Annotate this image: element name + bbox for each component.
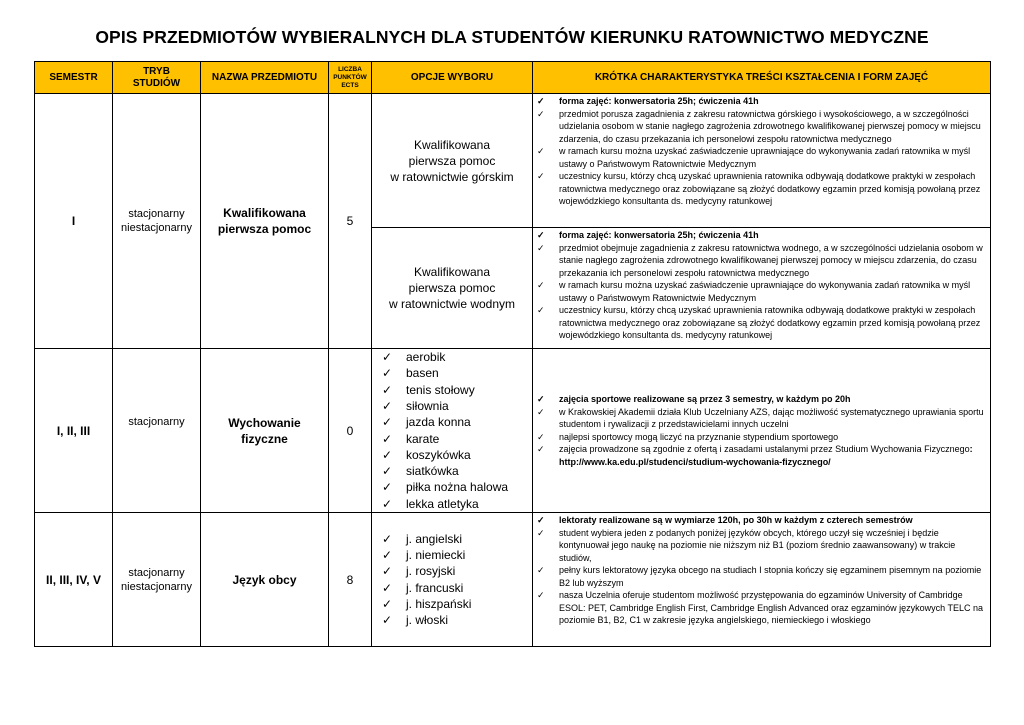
- check-icon: ✓: [537, 242, 545, 253]
- check-icon: ✓: [537, 590, 545, 600]
- option-list-item: [382, 414, 532, 430]
- list-item: ✓ forma zajęć: konwersatoria 25h; ćwiczenia 41h: [537, 230, 759, 240]
- check-icon: ✓: [382, 431, 393, 446]
- option-list-item: [382, 580, 532, 596]
- list-item: ✓ zajęcia sportowe realizowane są przez 3 semestry, w każdym po 20h: [537, 394, 851, 404]
- option-list-item: [382, 496, 532, 512]
- check-icon: ✓: [382, 366, 393, 381]
- list-item: ✓ w ramach kursu można uzyskać zaświadczenie uprawniające do wykonywania zadań ratownika w myśl ustawy o Państwowym Ratownictwie Medycznym: [537, 146, 971, 169]
- semester-cell: I, II, III: [35, 349, 113, 513]
- option-line: Kwalifikowana: [413, 265, 491, 279]
- check-icon: ✓: [382, 350, 393, 365]
- ects-cell: 8: [329, 513, 372, 647]
- option-list-item: [382, 479, 532, 495]
- header-nazwa: NAZWA PRZEDMIOTU: [201, 62, 329, 94]
- options-list: [372, 349, 532, 512]
- check-icon: ✓: [537, 431, 545, 442]
- subject-line: Wychowanie: [228, 416, 301, 430]
- check-icon: ✓: [537, 515, 545, 525]
- check-icon: ✓: [382, 480, 393, 495]
- description-cell: [533, 94, 991, 228]
- option-label: siłownia: [406, 398, 449, 413]
- description-cell: [533, 349, 991, 513]
- subject-line: Język obcy: [232, 572, 297, 587]
- header-tryb: TRYB STUDIÓW: [113, 62, 201, 94]
- header-opis: KRÓTKA CHARAKTERYSTYKA TREŚCI KSZTAŁCENIA I FORM ZAJĘĆ: [533, 62, 991, 94]
- option-label: j. hiszpański: [406, 596, 472, 611]
- subject-cell: [201, 94, 329, 349]
- study-mode-line: stacjonarny: [128, 566, 185, 579]
- check-icon: ✓: [382, 547, 393, 562]
- option-list-item: [382, 596, 532, 612]
- description-list: [535, 393, 986, 468]
- description-cell: [533, 228, 991, 349]
- study-mode-line: stacjonarny: [128, 208, 185, 220]
- url-link[interactable]: : http://www.ka.edu.pl/studenci/studium-wychowania-fizycznego/: [559, 444, 973, 467]
- list-item: ✓ w ramach kursu można uzyskać zaświadczenie uprawniające do wykonywania zadań ratownika w myśl ustawy o Państwowym Ratownictwie Medycznym: [537, 280, 971, 303]
- header-semestr: SEMESTR: [35, 62, 113, 94]
- option-line: pierwsza pomoc: [408, 281, 496, 295]
- ects-cell: 0: [329, 349, 372, 513]
- option-list-item: [382, 612, 532, 628]
- option-label: piłka nożna halowa: [406, 480, 509, 495]
- option-label: basen: [406, 366, 439, 381]
- header-ects: LICZBA PUNKTÓW ECTS: [329, 62, 372, 94]
- check-icon: ✓: [537, 527, 545, 538]
- check-icon: ✓: [382, 564, 393, 579]
- description-cell: [533, 513, 991, 647]
- description-list: [535, 514, 986, 627]
- option-list-item: [382, 431, 532, 447]
- check-icon: ✓: [537, 146, 545, 156]
- option-list-item: [382, 447, 532, 463]
- subject-line: pierwsza pomoc: [217, 222, 312, 236]
- option-list-item: [382, 365, 532, 381]
- check-icon: ✓: [382, 613, 393, 628]
- list-item: ✓ w Krakowskiej Akademii działa Klub Uczelniany AZS, dając możliwość systematycznego uprawiania sportu studentom i rywalizacji z przedstawicielami innych uczelni: [537, 406, 984, 429]
- subject-line: fizyczne: [241, 432, 288, 446]
- option-list-item: [382, 382, 532, 398]
- check-icon: ✓: [537, 230, 545, 240]
- study-mode-line: niestacjonarny: [121, 580, 192, 593]
- description-list: [535, 95, 986, 208]
- option-label: j. niemiecki: [406, 547, 466, 562]
- option-label: koszykówka: [406, 447, 471, 462]
- semester-cell: I: [35, 94, 113, 349]
- option-cell: [372, 94, 533, 228]
- check-icon: ✓: [537, 280, 545, 290]
- list-item: ✓ przedmiot obejmuje zagadnienia z zakresu ratownictwa wodnego, a w szczególności udzielania osobom w stanie nagłego zagrożenia zdrowotnego kwalifikowanej pierwszej pomocy w miejscu zdarzenia, do czasu przekazania ich personelowi zespołu ratownictwa medycznego: [537, 242, 983, 278]
- option-list-item: [382, 547, 532, 563]
- option-label: j. angielski: [406, 531, 463, 546]
- study-mode-cell: [113, 349, 201, 513]
- check-icon: ✓: [537, 96, 545, 106]
- study-mode-cell: [113, 513, 201, 647]
- courses-table: [34, 61, 991, 647]
- check-icon: ✓: [537, 444, 545, 454]
- check-icon: ✓: [537, 305, 545, 315]
- list-item: ✓ uczestnicy kursu, którzy chcą uzyskać uprawnienia ratownika odbywają dodatkowe praktyki w zespołach ratownictwa medycznego oraz zobowiązane są złożyć dodatkowy egzamin przed komisją powołaną przez wojewódzkiego konsultanta ds. medycyny ratunkowej: [537, 305, 981, 340]
- ects-cell: 5: [329, 94, 372, 349]
- table-row: [35, 513, 991, 647]
- list-item: ✓ nasza Uczelnia oferuje studentom możliwość przystępowania do egzaminów University of Cambridge ESOL: PET, Cambridge English First, Cambridge English Advanced oraz egzaminów językowych TELC na poziomie B1, B2, C1 w zakresie języka angielskiego, niemieckiego i włoskiego: [537, 590, 984, 625]
- subject-line: Kwalifikowana: [223, 206, 306, 220]
- list-item: ✓ pełny kurs lektoratowy języka obcego na studiach I stopnia kończy się egzaminem pisemnym na poziomie B2 lub wyższym: [537, 565, 982, 588]
- description-list: [535, 229, 986, 342]
- option-label: karate: [406, 431, 440, 446]
- check-icon: ✓: [537, 171, 545, 181]
- option-cell: [372, 228, 533, 349]
- study-mode-line: stacjonarny: [128, 416, 185, 428]
- check-icon: ✓: [537, 394, 545, 404]
- table-row: [35, 94, 991, 228]
- option-line: w ratownictwie górskim: [390, 169, 514, 184]
- option-list-item: [382, 531, 532, 547]
- check-icon: ✓: [382, 496, 393, 511]
- option-label: siatkówka: [406, 464, 459, 479]
- option-label: j. francuski: [406, 580, 464, 595]
- list-item: ✓ forma zajęć: konwersatoria 25h; ćwiczenia 41h: [537, 96, 759, 106]
- option-label: aerobik: [406, 350, 446, 365]
- list-item: ✓ zajęcia prowadzone są zgodnie z ofertą i zasadami ustalanymi przez Studium Wychowania Fizycznego: http://www.ka.edu.pl/studenci/studium-wychowania-fizycznego/: [537, 444, 973, 467]
- check-icon: ✓: [537, 565, 545, 575]
- page-title: OPIS PRZEDMIOTÓW WYBIERALNYCH DLA STUDENTÓW KIERUNKU RATOWNICTWO MEDYCZNE: [95, 27, 929, 47]
- list-item: ✓ najlepsi sportowcy mogą liczyć na przyznanie stypendium sportowego: [537, 431, 839, 442]
- check-icon: ✓: [382, 382, 393, 397]
- option-list-item: [382, 563, 532, 579]
- check-icon: ✓: [382, 580, 393, 595]
- option-label: tenis stołowy: [406, 382, 475, 397]
- list-item: ✓ lektoraty realizowane są w wymiarze 120h, po 30h w każdym z czterech semestrów: [537, 515, 913, 525]
- check-icon: ✓: [537, 108, 545, 119]
- check-icon: ✓: [382, 596, 393, 611]
- option-list-item: [382, 349, 532, 365]
- header-row: [35, 62, 991, 94]
- semester-cell: II, III, IV, V: [35, 513, 113, 647]
- option-cell: [372, 513, 533, 647]
- option-label: j. włoski: [406, 613, 449, 628]
- option-label: j. rosyjski: [406, 564, 456, 579]
- subject-cell: [201, 349, 329, 513]
- subject-cell: [201, 513, 329, 647]
- study-mode-line: niestacjonarny: [121, 222, 192, 234]
- check-icon: ✓: [537, 406, 545, 417]
- option-line: pierwsza pomoc: [408, 153, 496, 168]
- option-label: jazda konna: [406, 415, 471, 430]
- study-mode-cell: [113, 94, 201, 349]
- table-row: [35, 349, 991, 513]
- option-line: w ratownictwie wodnym: [388, 297, 516, 311]
- list-item: ✓ uczestnicy kursu, którzy chcą uzyskać uprawnienia ratownika odbywają dodatkowe praktyki w zespołach ratownictwa medycznego oraz zobowiązane są złożyć dodatkowy egzamin przed komisją powołaną przez wojewódzkiego konsultanta ds. medycyny ratunkowej: [537, 171, 981, 206]
- header-opcje: OPCJE WYBORU: [372, 62, 533, 94]
- check-icon: ✓: [382, 415, 393, 430]
- check-icon: ✓: [382, 447, 393, 462]
- option-cell: [372, 349, 533, 513]
- option-list-item: [382, 398, 532, 414]
- list-item: ✓ przedmiot porusza zagadnienia z zakresu ratownictwa górskiego i wysokościowego, a w szczególności udzielania osobom w stanie nagłego zagrożenia zdrowotnego kwalifikowanej pierwszej pomocy w miejscu zdarzenia, do czasu przekazania ich personelowi zespołu ratownictwa medycznego: [537, 108, 981, 144]
- list-item: ✓ student wybiera jeden z podanych poniżej języków obcych, którego uczył się wcześniej i będzie kontynuował jego naukę na poziomie nie niższym niż B1 (poziom średnio zaawansowany) w trakcie studiów,: [537, 527, 956, 563]
- option-list-item: [382, 463, 532, 479]
- option-label: lekka atletyka: [406, 496, 479, 511]
- check-icon: ✓: [382, 398, 393, 413]
- options-list: [372, 531, 532, 629]
- check-icon: ✓: [382, 464, 393, 479]
- option-line: Kwalifikowana: [413, 137, 491, 152]
- check-icon: ✓: [382, 531, 393, 546]
